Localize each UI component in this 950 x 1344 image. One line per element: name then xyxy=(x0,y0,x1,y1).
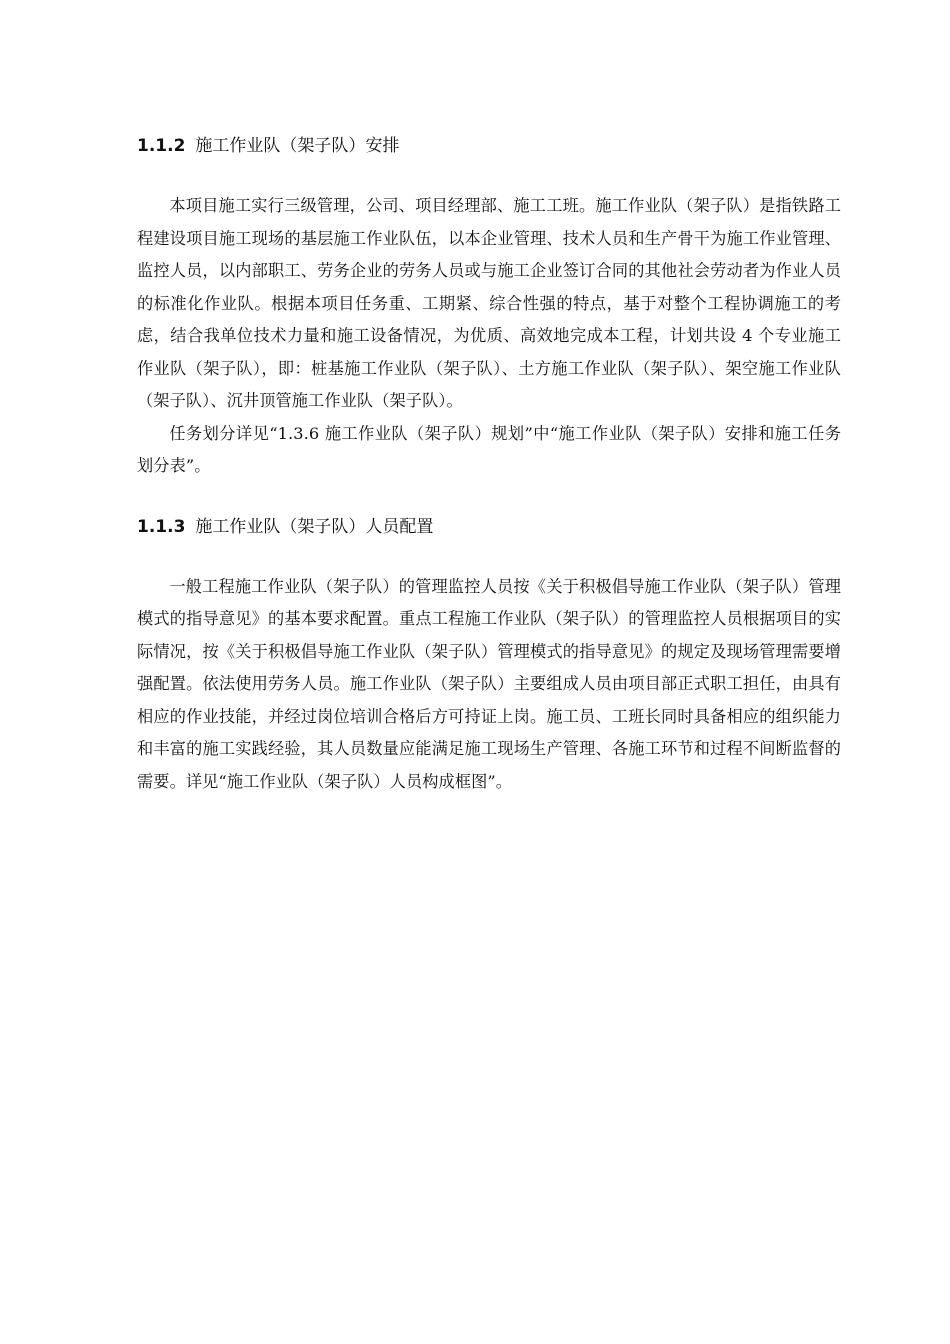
section-title: 施工作业队（架子队）安排 xyxy=(195,136,400,156)
spacer xyxy=(137,541,841,571)
document-body xyxy=(137,132,841,798)
section-title: 施工作业队（架子队）人员配置 xyxy=(195,516,434,537)
section-number: 1.1.3 xyxy=(137,516,186,537)
paragraph: 本项目施工实行三级管理，公司、项目经理部、施工工班。施工作业队（架子队）是指铁路工程建设项目施工现场的基层施工作业队伍，以本企业管理、技术人员和生产骨干为施工作业管理、监控人员，以内部职工、劳务企业的劳务人员或与施工企业签订合同的其他社会劳动者为作业人员的标准化作业队。根据本项目任务重、工期紧、综合性强的特点，基于对整个工程协调施工的考虑，结合我单位技术力量和施工设备情况，为优质、高效地完成本工程，计划共设 4 个专业施工作业队（架子队），即：桩基施工作业队（架子队）、土方施工作业队（架子队）、架空施工作业队（架子队）、沉井顶管施工作业队（架子队）。 xyxy=(137,196,841,410)
section-heading-1-1-3 xyxy=(137,513,841,541)
section-heading-1-1-2 xyxy=(137,132,841,160)
spacer xyxy=(137,160,841,190)
spacer xyxy=(137,483,841,513)
section-number: 1.1.2 xyxy=(137,136,186,156)
paragraph: 任务划分详见“1.3.6 施工作业队（架子队）规划”中“施工作业队（架子队）安排和施工任务划分表”。 xyxy=(137,423,841,475)
paragraph: 一般工程施工作业队（架子队）的管理监控人员按《关于积极倡导施工作业队（架子队）管理模式的指导意见》的基本要求配置。重点工程施工作业队（架子队）的管理监控人员根据项目的实际情况，按《关于积极倡导施工作业队（架子队）管理模式的指导意见》的规定及现场管理需要增强配置。依法使用劳务人员。施工作业队（架子队）主要组成人员由项目部正式职工担任，由具有相应的作业技能，并经过岗位培训合格后方可持证上岗。施工员、工班长同时具备相应的组织能力和丰富的施工实践经验，其人员数量应能满足施工现场生产管理、各施工环节和过程不间断监督的需要。详见“施工作业队（架子队）人员构成框图”。 xyxy=(137,576,841,791)
